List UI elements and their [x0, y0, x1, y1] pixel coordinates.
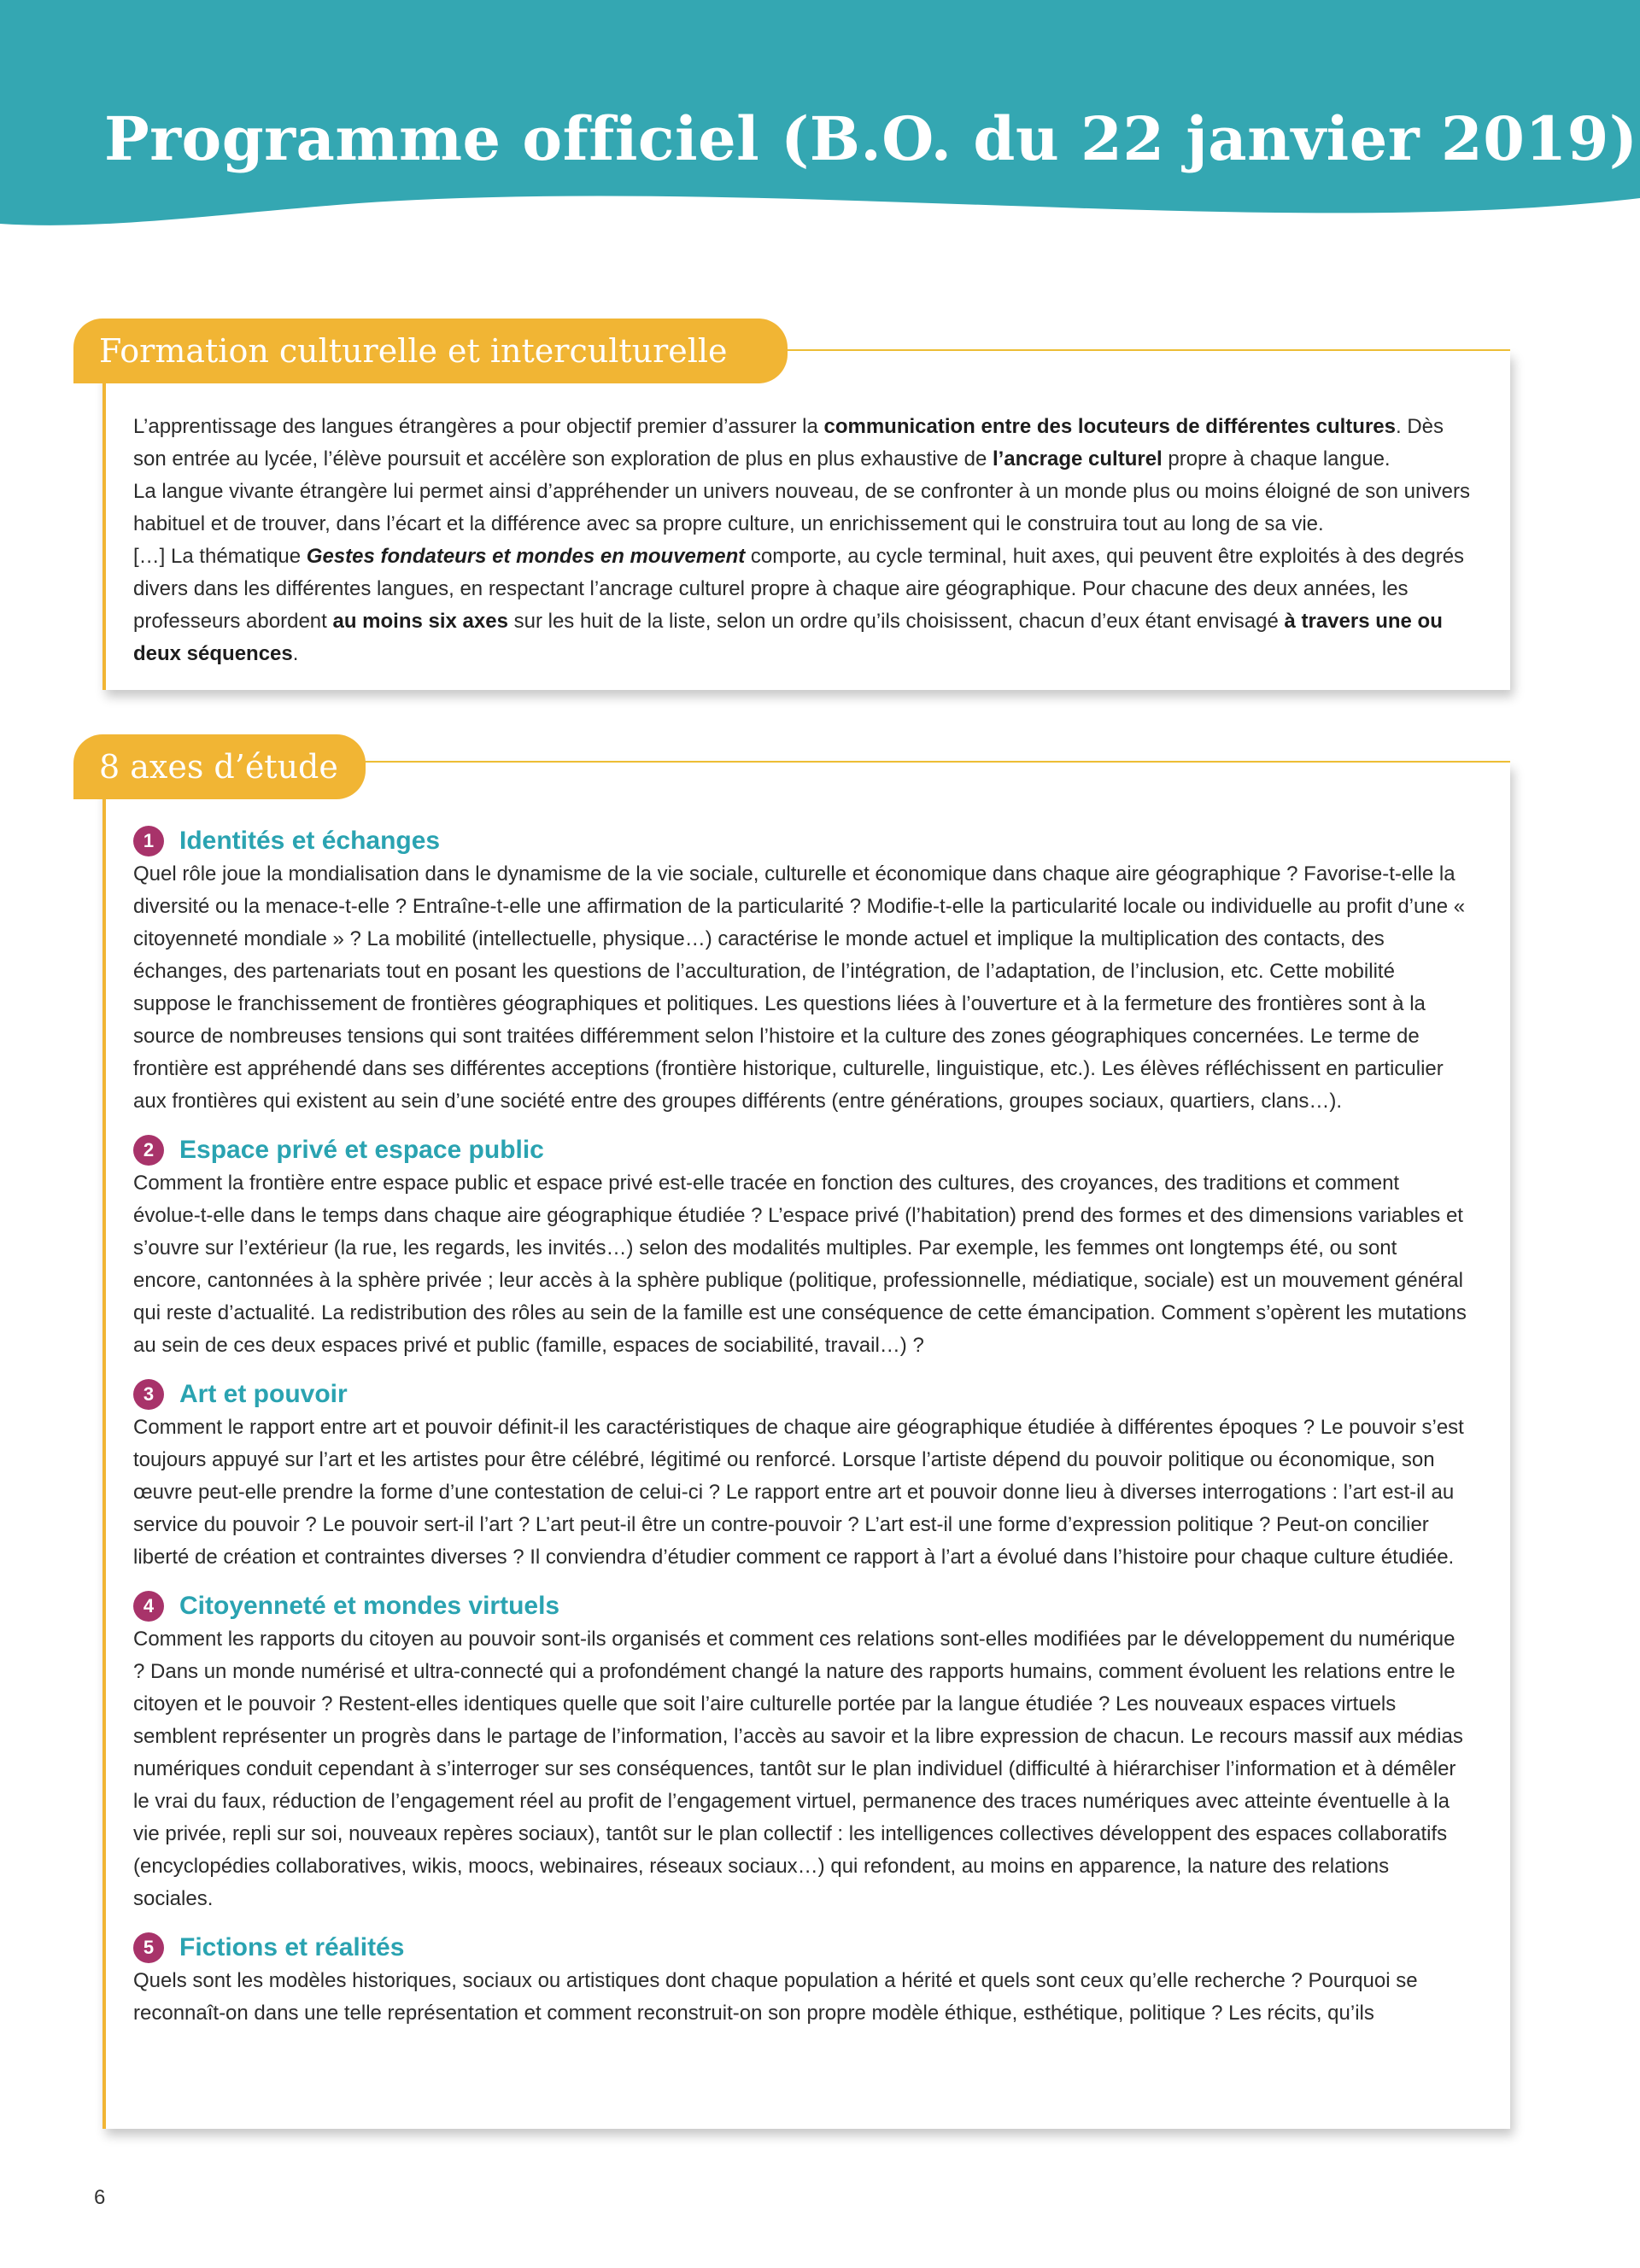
section-tab-label: Formation culturelle et interculturelle [99, 332, 728, 370]
axis-header [133, 1133, 1471, 1167]
axis-item [133, 1589, 1471, 1915]
axis-text: Quels sont les modèles historiques, sociaux ou artistiques dont chaque population a hérité et quels sont ceux qu’elle recherche ? Pourquoi se reconnaît-on dans une telle représentation et comment reconstruit-on son propre modèle éthique, esthétique, politique ? Les récits, qu’ils [133, 1969, 1418, 2025]
axes-list [133, 824, 1471, 2030]
axis-number-badge: 4 [133, 1591, 164, 1622]
page-number: 6 [94, 2186, 106, 2209]
section-tab-formation [73, 319, 788, 383]
section-box-axes [102, 763, 1510, 2129]
axis-text: Comment le rapport entre art et pouvoir définit-il les caractéristiques de chaque aire géographique étudiée à différentes époques ? Le pouvoir s’est toujours appuyé sur l’art et les artistes pour être célébré, légitimé ou renforcé. Lorsque l’artiste dépend du pouvoir politique ou économique, son œuvre peut-elle prendre la forme d’une contestation de celui-ci ? Le rapport entre art et pouvoir donne lieu à diverses interrogations : l’art est-il au service du pouvoir ? Le pouvoir sert-il l’art ? L’art peut-il être un contre-pouvoir ? L’art est-il une forme d’expression politique ? Peut-on concilier liberté de création et contraintes diverses ? Il conviendra d’étudier comment ce rapport à l’art a évolué dans l’histoire pour chaque culture étudiée. [133, 1416, 1464, 1569]
axis-header [133, 1931, 1471, 1965]
axis-title: Citoyenneté et mondes virtuels [179, 1592, 560, 1620]
section-box-formation [102, 351, 1510, 690]
axis-header [133, 1377, 1471, 1412]
axis-number-badge: 2 [133, 1135, 164, 1166]
axis-text: Comment les rapports du citoyen au pouvoir sont-ils organisés et comment ces relations sont-elles modifiées par le développement du numérique ? Dans un monde numérisé et ultra-connecté qui a profondément changé la nature des rapports humains, comment évoluent les relations entre le citoyen et le pouvoir ? Restent-elles identiques quelle que soit l’aire culturelle portée par la langue étudiée ? Les nouveaux espaces virtuels semblent représenter un progrès dans le partage de l’information, l’accès au savoir et la libre expression de chacun. Le recours massif aux médias numériques conduit cependant à s’interroger sur ses conséquences, tantôt sur le plan individuel (difficulté à hiérarchiser l’information et à démêler le vrai du faux, réduction de l’engagement réel au profit de l’engagement virtuel, permanence des traces numériques avec atteinte éventuelle à la vie privée, repli sur soi, nouveaux repères sociaux), tantôt sur le plan collectif : les intelligences collectives développent des espaces collaboratifs (encyclopédies collaboratives, wikis, moocs, webinaires, réseaux sociaux…) qui refondent, au moins en apparence, la nature des relations sociales. [133, 1628, 1463, 1910]
section-tab-label: 8 axes d’étude [99, 748, 338, 786]
axis-text: Quel rôle joue la mondialisation dans le dynamisme de la vie sociale, culturelle et économique dans chaque aire géographique ? Favorise-t-elle la diversité ou la menace-t-elle ? Entraîne-t-elle une affirmation de la particularité ? Modifie-t-elle la particularité locale ou individuelle au profit d’une « citoyenneté mondiale » ? La mobilité (intellectuelle, physique…) caractérise le monde actuel et implique la multiplication des contacts, des échanges, des partenariats tout en posant les questions de l’acculturation, de l’intégration, de l’adaptation, de l’inclusion, etc. Cette mobilité suppose le franchissement de frontières géographiques et politiques. Les questions liées à l’ouverture et à la fermeture des frontières sont à la source de nombreuses tensions qui sont traitées différemment selon l’histoire et la culture des zones géographiques concernées. Le terme de frontière est appréhendé dans ses différentes acceptions (frontière historique, culturelle, linguistique, etc.). Les élèves réfléchissent en particulier aux frontières qui existent au sein d’une société entre des groupes différents (entre générations, groupes sociaux, quartiers, clans…). [133, 862, 1466, 1113]
axis-header [133, 824, 1471, 858]
axis-title: Art et pouvoir [179, 1380, 348, 1408]
axis-item [133, 1133, 1471, 1362]
section-paragraph: L’apprentissage des langues étrangères a pour objectif premier d’assurer la communication entre des locuteurs de différentes cultures. Dès son entrée au lycée, l’élève poursuit et accélère son exploration de plus en plus exhaustive de l’ancrage culturel propre à chaque langue. La langue vivante étrangère lui permet ainsi d’appréhender un univers nouveau, de se confronter à un monde plus ou moins éloigné de son univers habituel et de trouver, dans l’écart et la différence avec sa propre culture, un enrichissement qui le construira tout au long de sa vie. […] La thématique Gestes fondateurs et mondes en mouvement comporte, au cycle terminal, huit axes, qui peuvent être exploités à des degrés divers dans les différentes langues, en respectant l’ancrage culturel propre à chaque aire géographique. Pour chacune des deux années, les professeurs abordent au moins six axes sur les huit de la liste, selon un ordre qu’ils choisissent, chacun d’eux étant envisagé à travers une ou deux séquences. [133, 415, 1471, 665]
axis-number-badge: 3 [133, 1379, 164, 1410]
axis-item [133, 824, 1471, 1118]
axis-number-badge: 1 [133, 826, 164, 856]
axis-number-badge: 5 [133, 1932, 164, 1963]
axis-title: Identités et échanges [179, 827, 441, 855]
axis-header [133, 1589, 1471, 1623]
axis-text: Comment la frontière entre espace public et espace privé est-elle tracée en fonction des cultures, des croyances, des traditions et comment évolue-t-elle dans le temps dans chaque aire géographique étudiée ? L’espace privé (l’habitation) prend des formes et des dimensions variables et s’ouvre sur l’extérieur (la rue, les regards, les invités…) selon des modalités multiples. Par exemple, les femmes ont longtemps été, ou sont encore, cantonnées à la sphère privée ; leur accès à la sphère publique (politique, professionnelle, médiatique, sociale) est un mouvement général qui reste d’actualité. La redistribution des rôles au sein de la famille est une conséquence de cette émancipation. Comment s’opèrent les mutations au sein de ces deux espaces privé et public (famille, espaces de sociabilité, travail…) ? [133, 1172, 1467, 1357]
section-tab-axes [73, 734, 366, 799]
axis-title: Fictions et réalités [179, 1933, 405, 1961]
page-title: Programme officiel (B.O. du 22 janvier 2019) [104, 103, 1638, 174]
axis-item [133, 1377, 1471, 1574]
axis-title: Espace privé et espace public [179, 1136, 544, 1164]
axis-item [133, 1931, 1471, 2030]
